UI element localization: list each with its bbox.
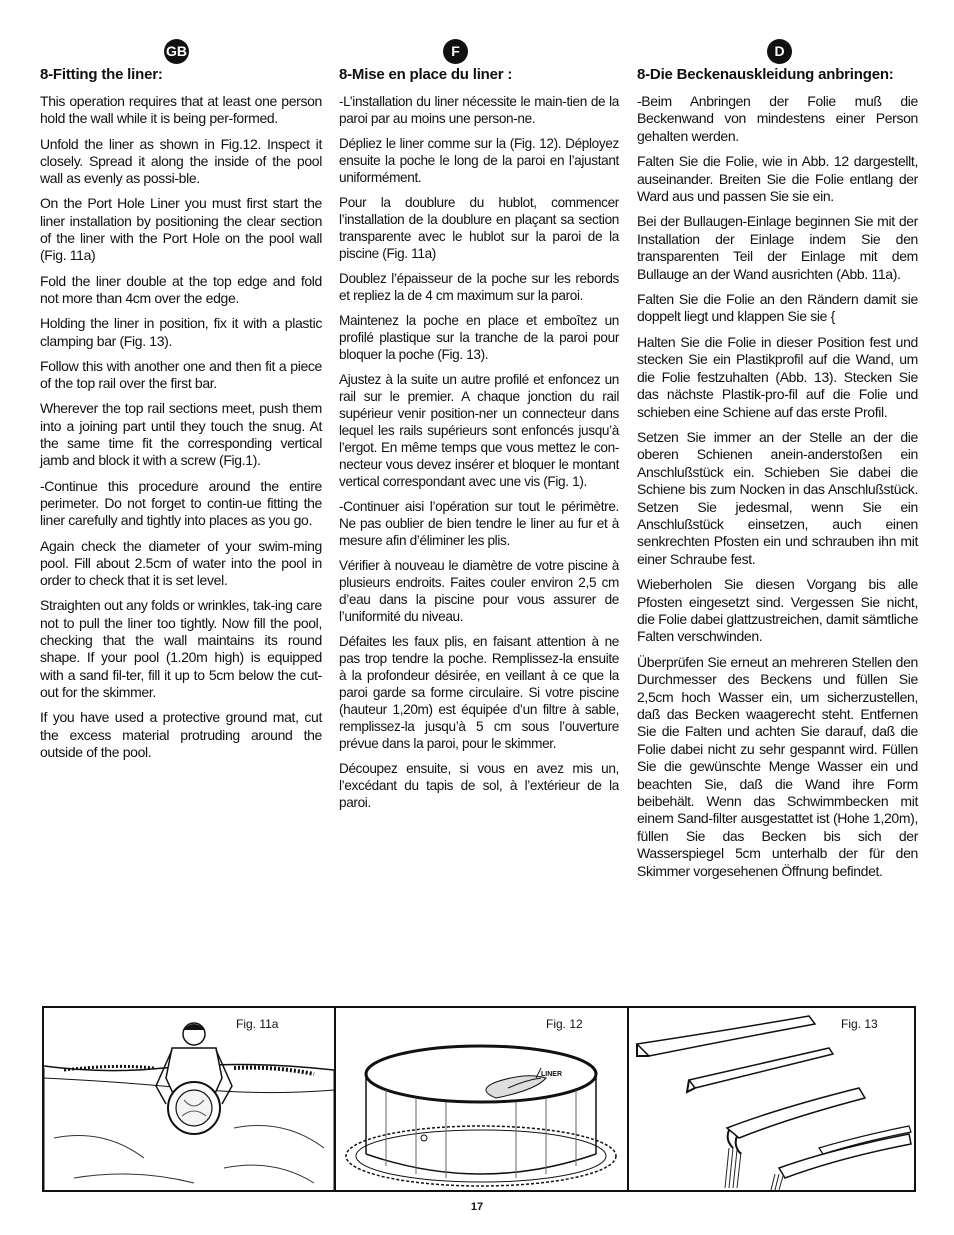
figure-13 [627, 1008, 914, 1190]
figure-12-illustration [336, 1008, 627, 1190]
paragraph: Découpez ensuite, si vous en avez mis un, l’excédant du tapis de sol, à l’extérieur de la paroi. [339, 761, 619, 810]
figure-12 [334, 1008, 627, 1190]
paragraph: -Beim Anbringen der Folie muß die Beckenwand von mindestens einer Person gehalten werden. [637, 93, 918, 144]
paragraphs-english [40, 93, 322, 761]
paragraphs-french [339, 93, 619, 811]
paragraph: -Continue this procedure around the entire perimeter. Do not forget to contin-ue fitting the liner carefully and tightly into places as you go. [40, 477, 322, 529]
figure-11a-illustration [44, 1008, 334, 1190]
column-english [40, 40, 322, 769]
paragraph: Pour la doublure du hublot, commencer l’installation de la doublure en plaçant sa section transparente avec le hublot sur la paroi de la piscine (Fig. 11a) [339, 195, 619, 261]
paragraph: Dépliez le liner comme sur la (Fig. 12). Déployez ensuite la poche le long de la paroi en l’ajustant uniformément. [339, 136, 619, 185]
figure-13-label: Fig. 13 [841, 1017, 878, 1031]
paragraph: Holding the liner in position, fix it with a plastic clamping bar (Fig. 13). [40, 315, 322, 349]
figure-12-label: Fig. 12 [546, 1017, 583, 1031]
paragraph: Wieberholen Sie diesen Vorgang bis alle Pfosten eingesetzt sind. Vergessen Sie nicht, die Folie dabei glattzustreichen, damit sämtliche Falten verschwinden. [637, 576, 918, 645]
paragraph: Straighten out any folds or wrinkles, tak-ing care not to pull the liner too tightly. Now fill the pool, checking that the wall maintains its round shape. If your pool (1.20m high) is equipped with a sand fil-ter, fill it up to 5cm below the cut-out for the skimmer. [40, 597, 322, 700]
paragraph: Falten Sie die Folie, wie in Abb. 12 dargestellt, auseinander. Breiten Sie die Folie entlang der Ward aus und passen Sie sie ein. [637, 153, 918, 205]
heading-french: 8-Mise en place du liner : [339, 66, 513, 83]
figure-13-illustration [629, 1008, 914, 1190]
paragraph: Follow this with another one and then fit a piece of the top rail over the first bar. [40, 357, 322, 392]
paragraph: Wherever the top rail sections meet, push them into a joining part until they touch the snug. At the same time fit the corresponding vertical jamb and block it with a screw (Fig.1). [40, 400, 322, 469]
paragraph: Setzen Sie immer an der Stelle an der die oberen Schienen anein-anderstoßen ein Anschlußstück ein. Schieben Sie dabei die Schiene bis zum Nocken in das Anschlußstück. Setzen Sie jedesmal, wenn Sie ein Anschlußstück einsetzen, auch einen senkrechten Pfosten ein und schrauben ihn mit einer Schraube fest. [637, 428, 918, 567]
heading-german: 8-Die Beckenauskleidung anbringen: [637, 66, 894, 83]
column-german [637, 40, 918, 888]
paragraph: Halten Sie die Folie in dieser Position fest und stecken Sie ein Plastikprofil auf die Wand, um die Folie festzuhalten (Abb. 13). Stecken Sie das nächste Plastik-pro-fil auf die Folie und schieben eine Schiene auf das erste Profil. [637, 333, 918, 420]
paragraph: Doublez l’épaisseur de la poche sur les rebords et repliez la de 4 cm maximum sur la paroi. [339, 271, 619, 303]
paragraph: Falten Sie die Folie an den Rändern damit sie doppelt liegt und klappen Sie sie { [637, 291, 918, 325]
language-badge-gb: GB [164, 39, 189, 64]
column-french [339, 40, 619, 819]
figure-11a-label: Fig. 11a [236, 1017, 279, 1031]
page-number: 17 [470, 1201, 484, 1213]
paragraph: -Continuer aisi l’opération sur tout le périmètre. Ne pas oublier de bien tendre le liner au fur et à mesure afin d’éliminer les plis. [339, 499, 619, 548]
paragraph: Again check the diameter of your swim-ming pool. Fill about 2.5cm of water into the pool in order to check that it is set level. [40, 537, 322, 589]
paragraph: This operation requires that at least one person hold the wall while it is being per-formed. [40, 93, 322, 127]
paragraph: Fold the liner double at the top edge and fold not more than 4cm over the edge. [40, 272, 322, 306]
heading-english: 8-Fitting the liner: [40, 66, 163, 83]
paragraph: Ajustez à la suite un autre profilé et enfoncez un rail sur le premier. A chaque jonction du rail supérieur venir position-ner un connecteur dans lequel les rails supérieurs sont enfoncés jusqu’à l’ergot. En même temps que vous mettez le con-necteur vous devez insérer et bloquer le montant vertical correspondant avec une vis (Fig. 1). [339, 372, 619, 489]
language-badge-d: D [767, 39, 792, 64]
language-badge-f: F [443, 39, 468, 64]
paragraph: If you have used a protective ground mat, cut the excess material protruding around the outside of the pool. [40, 709, 322, 760]
paragraph: Unfold the liner as shown in Fig.12. Inspect it closely. Spread it along the inside of the pool wall as evenly as possi-ble. [40, 135, 322, 187]
paragraph: Défaites les faux plis, en faisant attention à ne pas trop tendre la poche. Remplissez-la ensuite à la profondeur désirée, en veillant à ce que la paroi garde sa forme circulaire. Si votre piscine (hauteur 1,20m) est équipée d’un filtre à sable, remplissez-la jusqu’à 5 cm sous l’ouverture prévue dans la paroi, pour le skimmer. [339, 634, 619, 751]
figure-11a [44, 1008, 334, 1190]
paragraphs-german [637, 93, 918, 880]
paragraph: Bei der Bullaugen-Einlage beginnen Sie mit der Installation der Einlage indem Sie den transparenten Teil der Einlage mit dem Bullauge an der Wand ausrichten (Abb. 11a). [637, 213, 918, 282]
figure-12-liner-label: LINER [541, 1071, 562, 1078]
paragraph: On the Port Hole Liner you must first start the liner installation by positioning the clear section of the liner with the Port Hole on the pool wall (Fig. 11a) [40, 195, 322, 264]
paragraph: Vérifier à nouveau le diamètre de votre piscine à plusieurs endroits. Faites couler environ 2,5 cm d’eau dans la piscine pour vous assurer de l’uniformité du niveau. [339, 558, 619, 624]
paragraph: -L’installation du liner nécessite le main-tien de la paroi par au moins une person-ne. [339, 94, 619, 126]
paragraph: Maintenez la poche en place et emboîtez un profilé plastique sur la tranche de la paroi pour bloquer la poche (Fig. 13). [339, 313, 619, 362]
paragraph: Überprüfen Sie erneut an mehreren Stellen den Durchmesser des Beckens und füllen Sie 2,5cm hoch Wasser ein, um sicherzustellen, daß das Becken waagerecht steht. Entfernen Sie die Falten und achten Sie darauf, daß die Folie dabei nicht zu sehr gespannt wird. Füllen Sie die gewünschte Menge Wasser ein und beachten Sie, daß die Wand ihre Form beibehält. Wenn das Schwimmbecken mit einem Sand-filter ausgestattet ist (Hohe 1,20m), füllen Sie das Becken bis sich der Wasserspiegel 5cm unterhalb der für den Skimmer vorgesehenen Öffnung befindet. [637, 653, 918, 879]
figures-panel [42, 1006, 916, 1192]
